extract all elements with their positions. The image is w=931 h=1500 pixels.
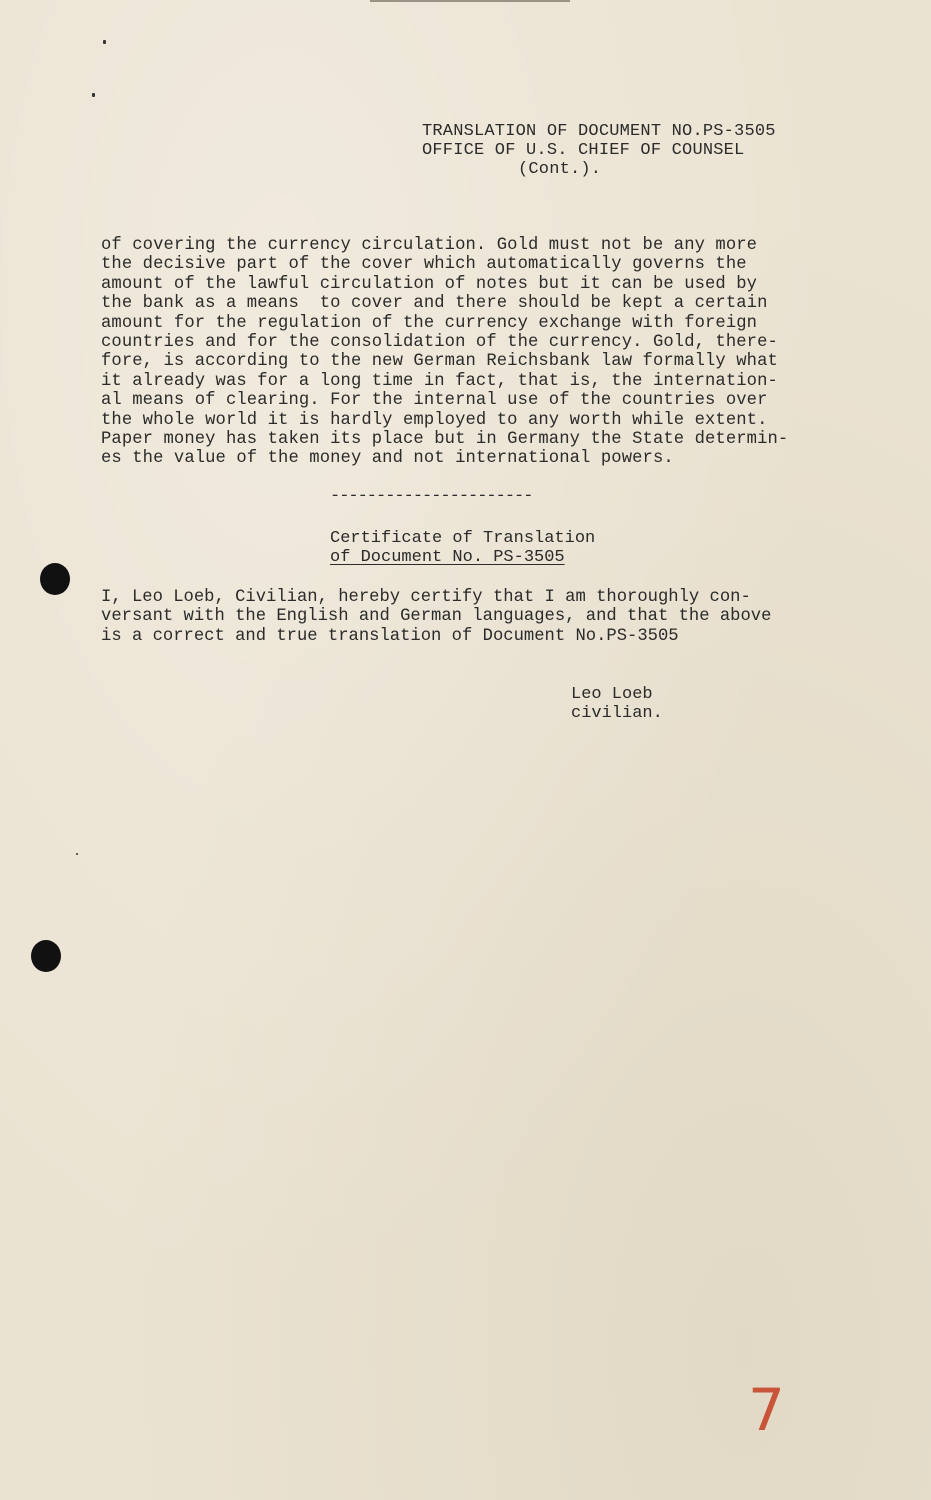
certificate-line: I, Leo Loeb, Civilian, hereby certify that I am thoroughly con- [101, 588, 751, 607]
section-separator: ---------------------- [330, 487, 533, 506]
body-line: amount for the regulation of the currency exchange with foreign [101, 313, 758, 333]
certificate-heading [330, 529, 595, 567]
certificate-statement [101, 588, 871, 646]
body-line: it already was for a long time in fact, that is, the internation- [101, 371, 778, 391]
header-line-1: TRANSLATION OF DOCUMENT NO.PS-3505 [422, 122, 776, 141]
paper-speck [76, 853, 78, 855]
top-edge-rule [370, 0, 570, 2]
signature-name: Leo Loeb [571, 685, 653, 704]
signature-block [571, 685, 663, 723]
body-line: fore, is according to the new German Reichsbank law formally what [101, 352, 778, 372]
header-line-3: (Cont.). [518, 160, 602, 179]
body-line: Paper money has taken its place but in Germany the State determin- [101, 430, 789, 450]
signature-title: civilian. [571, 704, 663, 723]
paper-speck [103, 40, 106, 44]
punch-hole-icon [31, 940, 61, 972]
body-line: amount of the lawful circulation of notes but it can be used by [101, 274, 758, 294]
page-number: 7 [748, 1376, 785, 1444]
paper-speck [92, 93, 95, 97]
document-header [422, 122, 776, 179]
certificate-title: Certificate of Translation [330, 529, 596, 548]
body-line: the decisive part of the cover which automatically governs the [101, 255, 747, 275]
body-line: al means of clearing. For the internal use of the countries over [101, 391, 768, 411]
certificate-line: versant with the English and German languages, and that the above [101, 607, 772, 627]
certificate-line: is a correct and true translation of Document No.PS-3505 [101, 626, 679, 646]
body-line: countries and for the consolidation of the currency. Gold, there- [101, 333, 778, 353]
punch-hole-icon [40, 563, 70, 595]
body-paragraph [101, 236, 871, 469]
body-line: the bank as a means to cover and there should be kept a certain [101, 294, 768, 314]
header-line-2: OFFICE OF U.S. CHIEF OF COUNSEL [422, 141, 745, 160]
certificate-subtitle: of Document No. PS-3505 [330, 548, 565, 567]
body-line: the whole world it is hardly employed to any worth while extent. [101, 410, 768, 430]
body-line: es the value of the money and not international powers. [101, 449, 674, 469]
body-line: of covering the currency circulation. Gold must not be any more [101, 236, 758, 255]
